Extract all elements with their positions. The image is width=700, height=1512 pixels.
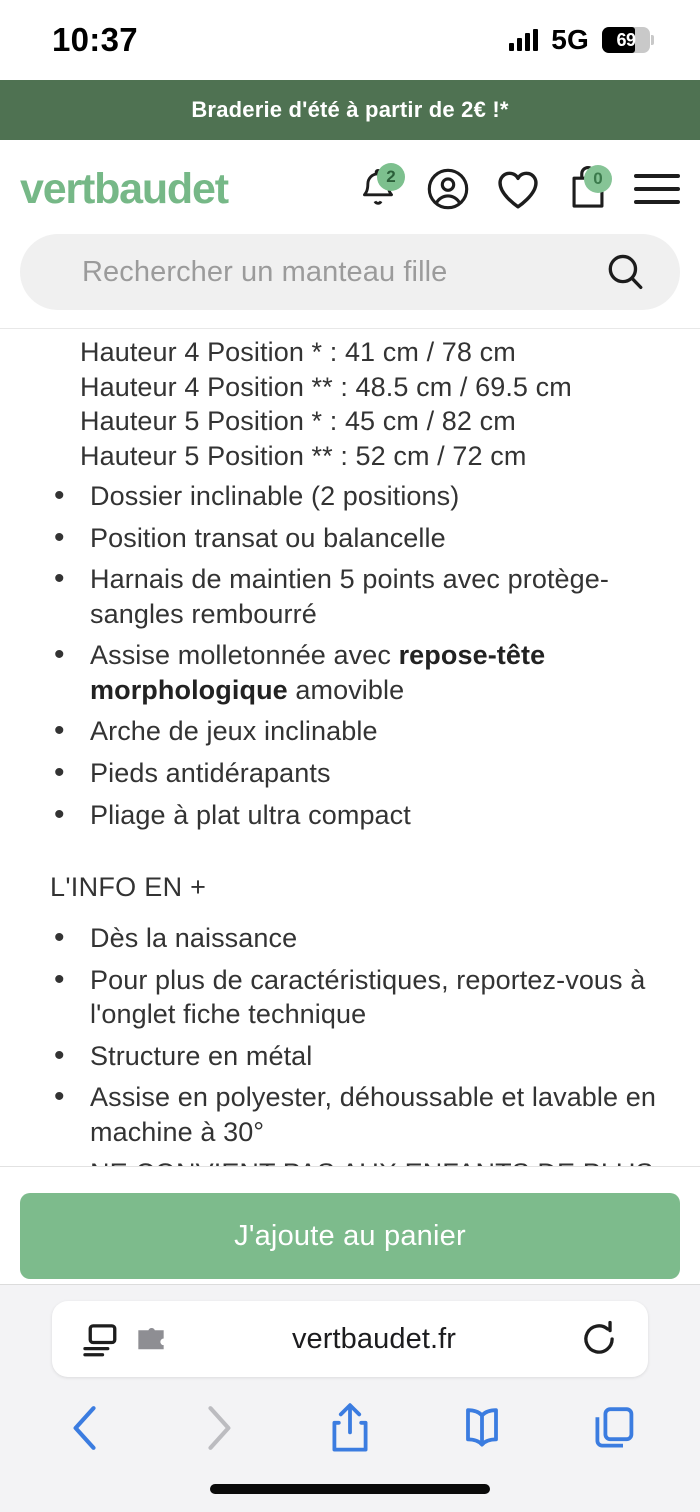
list-item: • Assise en polyester, déhoussable et lavable en machine à 30° xyxy=(54,1080,674,1149)
feature-text-pre: Assise molletonnée avec xyxy=(90,640,399,671)
sticky-cta-bar xyxy=(0,1166,700,1301)
account-icon xyxy=(426,167,470,211)
add-to-cart-button[interactable]: J'ajoute au panier xyxy=(20,1193,680,1279)
back-button[interactable] xyxy=(52,1399,120,1457)
share-button[interactable] xyxy=(316,1399,384,1457)
dimension-item: Hauteur 4 Position * : 41 cm / 78 cm xyxy=(80,337,516,367)
tabs-icon xyxy=(591,1404,637,1452)
reload-icon[interactable] xyxy=(578,1318,620,1360)
list-item: • Pieds antidérapants xyxy=(54,756,674,791)
hamburger-menu-icon[interactable] xyxy=(634,174,680,204)
forward-chevron-icon xyxy=(201,1403,235,1453)
list-item: • Pliage à plat ultra compact xyxy=(54,798,674,833)
list-item: • Harnais de maintien 5 points avec protège-sangles rembourré xyxy=(54,562,674,631)
site-header xyxy=(0,140,700,226)
search-placeholder: Rechercher un manteau fille xyxy=(82,255,448,288)
list-item: • Structure en métal xyxy=(54,1039,674,1074)
page-settings-icon[interactable] xyxy=(78,1318,120,1360)
search-input[interactable] xyxy=(20,234,680,310)
list-item: • Pour plus de caractéristiques, reportez-vous à l'onglet fiche technique xyxy=(54,963,674,1032)
status-time: 10:37 xyxy=(52,21,138,58)
wishlist-button[interactable] xyxy=(494,165,542,213)
feature-text-bold: repose-tête morphologique xyxy=(90,640,546,705)
share-icon xyxy=(328,1402,372,1454)
battery-percent-label: 69 xyxy=(616,29,636,50)
battery-icon xyxy=(602,27,654,54)
header-row xyxy=(20,152,680,226)
search-section xyxy=(0,226,700,328)
brand-logo[interactable]: vertbaudet xyxy=(20,164,228,213)
feature-text-post: amovible xyxy=(287,674,405,705)
safari-toolbar xyxy=(0,1377,700,1457)
account-button[interactable] xyxy=(424,165,472,213)
cart-button[interactable] xyxy=(564,165,612,213)
forward-button[interactable] xyxy=(184,1399,252,1457)
info-section-title: L'INFO EN + xyxy=(50,872,207,903)
puzzle-extension-icon[interactable] xyxy=(132,1320,170,1358)
url-text: vertbaudet.fr xyxy=(291,1322,457,1355)
promo-banner-text: Braderie d'été à partir de 2€ !* xyxy=(191,97,509,122)
home-indicator xyxy=(210,1484,490,1494)
header-icon-group xyxy=(354,165,680,213)
search-icon[interactable] xyxy=(604,251,646,293)
dimension-item: Hauteur 5 Position ** : 52 cm / 72 cm xyxy=(80,440,527,471)
list-item: • Dossier inclinable (2 positions) xyxy=(54,479,674,514)
status-indicators xyxy=(509,24,654,56)
list-item: • Position transat ou balancelle xyxy=(54,521,674,556)
dimension-item: Hauteur 5 Position * : 45 cm / 82 cm xyxy=(80,406,516,437)
url-bar[interactable] xyxy=(52,1301,648,1377)
back-chevron-icon xyxy=(69,1403,103,1453)
list-item: • Arche de jeux inclinable xyxy=(54,714,674,749)
heart-icon xyxy=(495,168,541,210)
tabs-button[interactable] xyxy=(580,1399,648,1457)
dimension-item: Hauteur 4 Position ** : 48.5 cm / 69.5 cm xyxy=(80,371,572,402)
product-description-panel xyxy=(0,328,700,1164)
notifications-badge: 2 xyxy=(377,163,405,191)
dimension-list xyxy=(26,335,674,473)
promo-banner[interactable] xyxy=(0,80,700,140)
signal-bars-icon xyxy=(509,29,538,51)
feature-list xyxy=(26,479,674,832)
bookmarks-icon xyxy=(458,1405,506,1451)
list-item: • Dès la naissance xyxy=(54,921,674,956)
list-item xyxy=(54,638,674,707)
ios-status-bar xyxy=(0,0,700,80)
bookmarks-button[interactable] xyxy=(448,1399,516,1457)
url-bar-left-icons xyxy=(78,1318,170,1360)
safari-browser-chrome xyxy=(0,1284,700,1512)
notifications-button[interactable] xyxy=(354,165,402,213)
network-type-label: 5G xyxy=(551,24,589,55)
cart-badge: 0 xyxy=(584,165,612,193)
